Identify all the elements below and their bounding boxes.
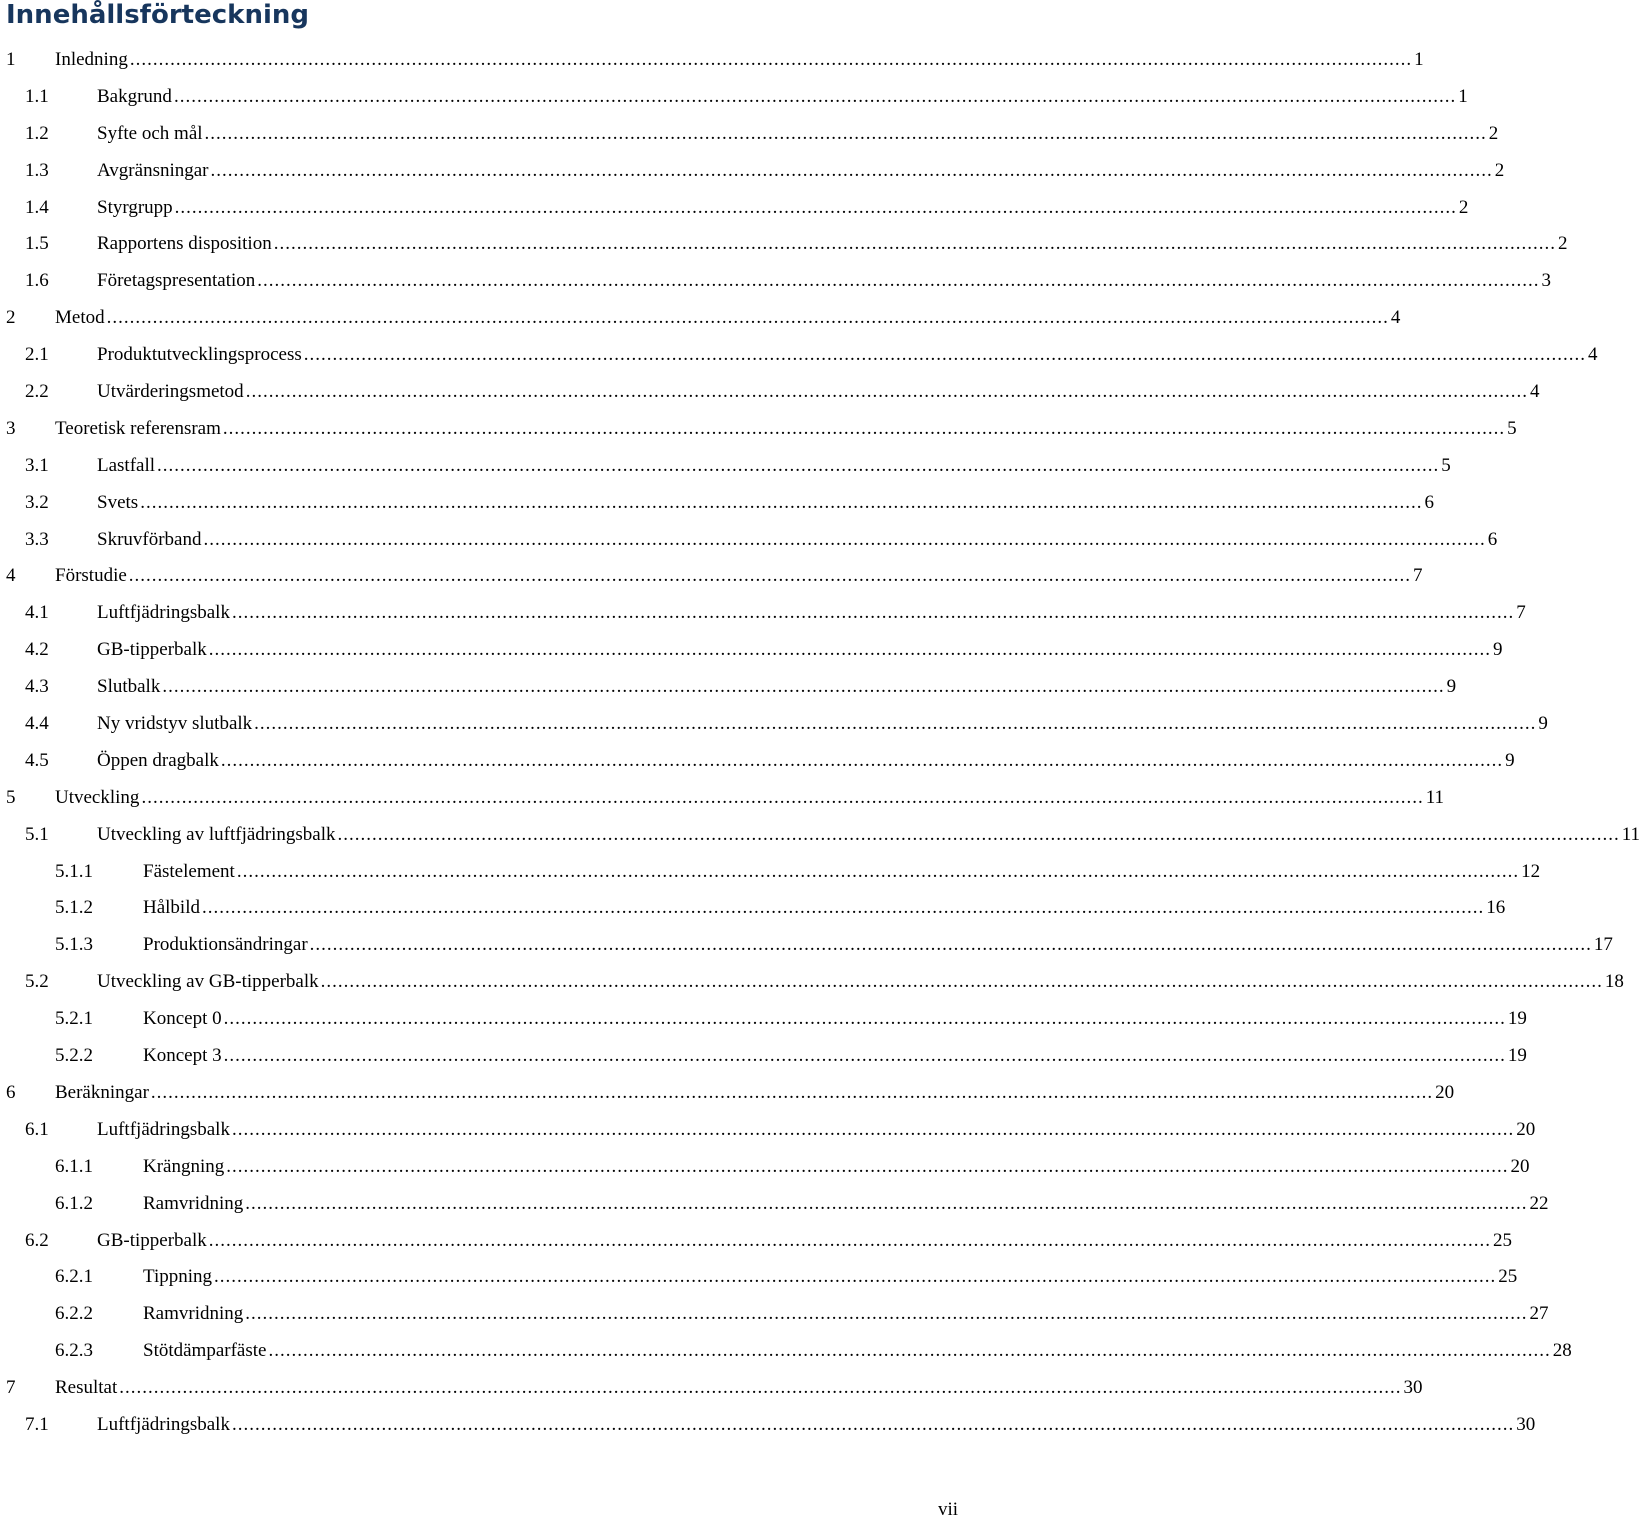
toc-entry-number: 5.1.1 — [55, 860, 93, 882]
toc-leader-dots: ............................................................................................................................................................................................................................... — [220, 749, 1504, 771]
toc-leader-dots: ............................................................................................................................................................................................................................... — [273, 233, 1556, 255]
toc-entry[interactable] — [0, 1333, 1572, 1370]
toc-leader-dots: ............................................................................................................................................................................................................................... — [208, 1229, 1492, 1251]
toc-entry-line — [55, 558, 1423, 594]
toc-entry-label: Förstudie — [55, 565, 127, 587]
toc-entry-number: 1.2 — [25, 122, 49, 144]
toc-entry-number: 5.1.3 — [55, 934, 93, 956]
toc-entry[interactable] — [0, 817, 1640, 854]
toc-entry[interactable] — [0, 190, 1469, 227]
toc-entry-label: Svets — [97, 491, 139, 513]
toc-entry-page: 7 — [1413, 565, 1423, 587]
toc-entry[interactable] — [0, 669, 1457, 706]
toc-entry-page: 19 — [1507, 1008, 1527, 1030]
page-number: vii — [937, 1499, 958, 1520]
toc-entry-number: 1 — [6, 49, 16, 70]
toc-entry-page: 5 — [1441, 454, 1451, 476]
toc-entry-line — [97, 743, 1515, 779]
toc-leader-dots: ............................................................................................................................................................................................................................... — [223, 1045, 1506, 1067]
toc-entry-label: Styrgrupp — [97, 196, 173, 218]
toc-entry-label: Fästelement — [143, 860, 235, 882]
toc-entry[interactable] — [0, 411, 1517, 448]
toc-leader-dots: ............................................................................................................................................................................................................................... — [214, 1266, 1497, 1288]
toc-entry-page: 2 — [1494, 159, 1505, 181]
toc-entry-number: 4.1 — [25, 602, 49, 624]
toc-entry-number: 6.1.1 — [55, 1155, 93, 1177]
toc-entry[interactable] — [0, 522, 1498, 559]
toc-entry-number: 6.2.3 — [55, 1340, 93, 1362]
toc-entry-line — [97, 153, 1505, 189]
toc-entry-page: 3 — [1541, 270, 1552, 292]
toc-leader-dots: ............................................................................................................................................................................................................................... — [119, 1377, 1402, 1399]
toc-entry-number: 5.1 — [25, 823, 49, 845]
toc-entry-page: 7 — [1516, 602, 1526, 624]
toc-entry-number: 4.3 — [25, 676, 49, 698]
toc-entry-page: 28 — [1552, 1340, 1572, 1362]
toc-entry-page: 11 — [1621, 823, 1640, 845]
toc-entry-label: Utveckling av luftfjädringsbalk — [97, 823, 336, 845]
toc-entry-page: 30 — [1403, 1377, 1423, 1399]
toc-entry-page: 17 — [1593, 934, 1613, 956]
toc-entry[interactable] — [0, 1075, 1455, 1112]
toc-entry-page: 25 — [1493, 1229, 1513, 1251]
toc-entry[interactable] — [0, 448, 1451, 485]
toc-leader-dots: ............................................................................................................................................................................................................................... — [236, 860, 1520, 882]
toc-entry-line — [97, 79, 1468, 115]
toc-entry-label: Inledning — [55, 49, 128, 70]
toc-entry-label: Produktionsändringar — [143, 934, 308, 956]
toc-entry-page: 18 — [1604, 971, 1624, 993]
toc-entry-number: 1.3 — [25, 159, 49, 181]
toc-entry-line — [143, 1259, 1518, 1295]
toc-entry-label: Syfte och mål — [97, 122, 203, 144]
toc-entry-line — [97, 337, 1598, 373]
toc-entry[interactable] — [0, 1112, 1536, 1149]
toc-entry-page: 30 — [1516, 1413, 1536, 1435]
toc-leader-dots: ............................................................................................................................................................................................................................... — [202, 897, 1485, 919]
toc-entry-page: 20 — [1435, 1081, 1455, 1103]
toc-entry-label: Slutbalk — [97, 676, 161, 698]
toc-leader-dots: ............................................................................................................................................................................................................................... — [204, 122, 1487, 144]
toc-entry-line — [143, 927, 1613, 963]
toc-leader-dots: ............................................................................................................................................................................................................................... — [203, 528, 1486, 550]
toc-entry-line — [97, 817, 1640, 853]
toc-leader-dots: ............................................................................................................................................................................................................................... — [231, 1118, 1515, 1140]
toc-entry-line — [97, 1407, 1536, 1443]
toc-entry[interactable] — [0, 1001, 1527, 1038]
toc-entry-page: 2 — [1458, 196, 1469, 218]
toc-entry-label: Skruvförband — [97, 528, 202, 550]
toc-entry-line — [97, 706, 1548, 742]
toc-entry-number: 6 — [6, 1081, 16, 1103]
toc-entry-label: Beräkningar — [55, 1081, 149, 1103]
toc-entry-page: 9 — [1446, 676, 1457, 698]
toc-entry-line — [97, 226, 1568, 262]
toc-leader-dots: ............................................................................................................................................................................................................................... — [173, 85, 1457, 107]
toc-leader-dots: ............................................................................................................................................................................................................................... — [208, 639, 1492, 661]
toc-leader-dots: ............................................................................................................................................................................................................................... — [129, 49, 1413, 70]
toc-entry-label: Luftfjädringsbalk — [97, 1118, 230, 1140]
toc-entry-label: Luftfjädringsbalk — [97, 602, 230, 624]
toc-entry[interactable] — [0, 890, 1506, 927]
toc-entry-page: 2 — [1557, 233, 1568, 255]
toc-entry-line — [143, 890, 1506, 926]
toc-leader-dots: ............................................................................................................................................................................................................................... — [337, 823, 1620, 845]
toc-entry-label: Utveckling av GB-tipperbalk — [97, 971, 319, 993]
toc-entry[interactable] — [0, 780, 1444, 817]
toc-entry-label: Ramvridning — [143, 1192, 244, 1214]
toc-entry-number: 5 — [6, 786, 16, 808]
toc-entry[interactable] — [0, 854, 1541, 891]
toc-entry-number: 6.2 — [25, 1229, 49, 1251]
toc-entry-number: 5.1.2 — [55, 897, 93, 919]
toc-leader-dots: ............................................................................................................................................................................................................................... — [320, 971, 1603, 993]
toc-leader-dots: ............................................................................................................................................................................................................................... — [210, 159, 1493, 181]
toc-entry[interactable] — [0, 374, 1540, 411]
toc-entry[interactable] — [0, 263, 1552, 300]
toc-entry-line — [55, 42, 1424, 78]
toc-leader-dots: ............................................................................................................................................................................................................................... — [174, 196, 1457, 218]
toc-entry-number: 3.2 — [25, 491, 49, 513]
toc-entry-line — [97, 263, 1552, 299]
toc-entry-line — [97, 632, 1503, 668]
toc-leader-dots: ............................................................................................................................................................................................................................... — [245, 1303, 1528, 1325]
toc-leader-dots: ............................................................................................................................................................................................................................... — [257, 270, 1540, 292]
toc-leader-dots: ............................................................................................................................................................................................................................... — [223, 1008, 1506, 1030]
toc-entry-number: 1.5 — [25, 233, 49, 255]
toc-entry-page: 20 — [1516, 1118, 1536, 1140]
toc-leader-dots: ............................................................................................................................................................................................................................... — [245, 381, 1528, 403]
toc-entry[interactable] — [0, 964, 1624, 1001]
toc-entry-page: 27 — [1529, 1303, 1549, 1325]
toc-entry-label: Lastfall — [97, 454, 156, 476]
toc-leader-dots: ............................................................................................................................................................................................................................... — [231, 1413, 1515, 1435]
toc-entry-line — [97, 595, 1526, 631]
toc-entry-label: Avgränsningar — [97, 159, 209, 181]
toc-leader-dots: ............................................................................................................................................................................................................................... — [245, 1192, 1528, 1214]
toc-entry-line — [97, 522, 1498, 558]
toc-entry[interactable] — [0, 337, 1598, 374]
toc-entry-page: 9 — [1505, 749, 1515, 771]
toc-entry-label: Öppen dragbalk — [97, 749, 219, 771]
toc-entry[interactable] — [0, 1370, 1423, 1407]
toc-leader-dots: ............................................................................................................................................................................................................................... — [140, 491, 1423, 513]
toc-entry-number: 5.2.1 — [55, 1008, 93, 1030]
toc-entry-page: 2 — [1488, 122, 1499, 144]
toc-leader-dots: ............................................................................................................................................................................................................................... — [303, 344, 1587, 366]
toc-entry[interactable] — [0, 153, 1505, 190]
toc-entry[interactable] — [0, 79, 1468, 116]
toc-entry[interactable] — [0, 1186, 1549, 1223]
toc-entry-label: Koncept 3 — [143, 1045, 222, 1067]
toc-entry-line — [55, 1075, 1455, 1111]
toc-leader-dots: ............................................................................................................................................................................................................................... — [128, 565, 1412, 587]
toc-entry-label: Hålbild — [143, 897, 200, 919]
toc-entry-number: 2 — [6, 307, 16, 329]
toc-entry-number: 3.3 — [25, 528, 49, 550]
toc-leader-dots: ............................................................................................................................................................................................................................... — [141, 786, 1424, 808]
toc-entry[interactable] — [0, 226, 1568, 263]
toc-entry-label: Luftfjädringsbalk — [97, 1413, 230, 1435]
toc-leader-dots: ............................................................................................................................................................................................................................... — [231, 602, 1515, 624]
toc-entry-number: 5.2.2 — [55, 1045, 93, 1067]
toc-entry-page: 4 — [1390, 307, 1401, 329]
toc-leader-dots: ............................................................................................................................................................................................................................... — [162, 676, 1445, 698]
toc-entry[interactable] — [0, 632, 1503, 669]
toc-entry-number: 5.2 — [25, 971, 49, 993]
toc-leader-dots: ............................................................................................................................................................................................................................... — [222, 417, 1506, 439]
toc-entry-label: GB-tipperbalk — [97, 1229, 207, 1251]
toc-entry-number: 4 — [6, 565, 16, 587]
toc-entry-page: 22 — [1529, 1192, 1549, 1214]
toc-entry-page: 5 — [1507, 417, 1517, 439]
toc-entry-number: 1.6 — [25, 270, 49, 292]
toc-entry-number: 2.1 — [25, 344, 49, 366]
toc-entry-line — [97, 190, 1469, 226]
toc-entry-line — [143, 1186, 1549, 1222]
toc-entry-page: 19 — [1507, 1045, 1527, 1067]
toc-entry-line — [143, 1001, 1527, 1037]
toc-entry-number: 3.1 — [25, 454, 49, 476]
toc-entry-page: 4 — [1529, 381, 1540, 403]
toc-entry[interactable] — [0, 558, 1423, 595]
toc-leader-dots: ............................................................................................................................................................................................................................... — [268, 1340, 1551, 1362]
toc-entry-line — [97, 374, 1540, 410]
toc-entry[interactable] — [0, 706, 1548, 743]
toc-entry-number: 4.4 — [25, 713, 49, 735]
toc-entry-page: 1 — [1414, 49, 1424, 70]
toc-entry[interactable] — [0, 743, 1515, 780]
toc-entry-label: Rapportens disposition — [97, 233, 272, 255]
toc-entry-label: Ny vridstyv slutbalk — [97, 713, 253, 735]
toc-entry-number: 3 — [6, 417, 16, 439]
toc-leader-dots: ............................................................................................................................................................................................................................... — [309, 934, 1592, 956]
toc-entry-line — [55, 780, 1444, 816]
toc-entry-page: 16 — [1486, 897, 1506, 919]
toc-entry-line — [97, 448, 1451, 484]
toc-entry-number: 6.2.1 — [55, 1266, 93, 1288]
toc-leader-dots: ............................................................................................................................................................................................................................... — [106, 307, 1389, 329]
toc-entry-page: 9 — [1538, 713, 1548, 735]
toc-entry-label: Utvärderingsmetod — [97, 381, 244, 403]
toc-entry-label: Krängning — [143, 1155, 225, 1177]
toc-entry-page: 9 — [1493, 639, 1503, 661]
toc-entry-line — [143, 854, 1541, 890]
toc-entry-label: Produktutvecklingsprocess — [97, 344, 302, 366]
toc-entry-page: 6 — [1424, 491, 1434, 513]
toc-entry-number: 6.1 — [25, 1118, 49, 1140]
toc-entry-page: 1 — [1458, 85, 1468, 107]
toc-entry-line — [55, 411, 1517, 447]
toc-entry-label: Företagspresentation — [97, 270, 256, 292]
page-title: Innehållsförteckning — [6, 0, 309, 30]
toc-leader-dots: ............................................................................................................................................................................................................................... — [254, 713, 1537, 735]
toc-entry[interactable] — [0, 1038, 1527, 1075]
toc-entry[interactable] — [0, 927, 1613, 964]
toc-entry-line — [97, 116, 1499, 152]
toc-entry-label: GB-tipperbalk — [97, 639, 207, 661]
toc-entry-page: 11 — [1425, 786, 1444, 808]
toc-entry-number: 4.2 — [25, 639, 49, 661]
toc-entry-line — [97, 485, 1434, 521]
toc-entry-page: 20 — [1510, 1155, 1530, 1177]
toc-entry[interactable] — [0, 1149, 1530, 1186]
toc-entry-page: 25 — [1498, 1266, 1518, 1288]
toc-entry-label: Koncept 0 — [143, 1008, 222, 1030]
toc-leader-dots: ............................................................................................................................................................................................................................... — [226, 1155, 1509, 1177]
toc-entry-number: 7 — [6, 1377, 16, 1399]
toc-entry-number: 2.2 — [25, 381, 49, 403]
toc-entry-line — [97, 1223, 1513, 1259]
toc-entry[interactable] — [0, 300, 1401, 337]
toc-entry-page: 4 — [1588, 344, 1598, 366]
toc-entry-line — [143, 1296, 1549, 1332]
toc-entry-page: 12 — [1521, 860, 1541, 882]
toc-entry-line — [55, 1370, 1423, 1406]
toc-entry-number: 1.1 — [25, 85, 49, 107]
toc-entry[interactable] — [0, 1407, 1536, 1444]
toc-entry-line — [97, 669, 1457, 705]
toc-entry[interactable] — [0, 116, 1499, 153]
toc-entry-number: 1.4 — [25, 196, 49, 218]
toc-entry-label: Ramvridning — [143, 1303, 244, 1325]
toc-entry-label: Resultat — [55, 1377, 118, 1399]
toc-entry-number: 7.1 — [25, 1413, 49, 1435]
toc-entry-page: 6 — [1487, 528, 1498, 550]
toc-entry-number: 6.2.2 — [55, 1303, 93, 1325]
toc-entry-line — [143, 1149, 1530, 1185]
toc-entry[interactable] — [0, 1223, 1513, 1260]
toc-entry[interactable] — [0, 595, 1526, 632]
toc-entry-number: 4.5 — [25, 749, 49, 771]
toc-entry-line — [143, 1333, 1572, 1369]
toc-entry-line — [143, 1038, 1527, 1074]
toc-entry-label: Metod — [55, 307, 105, 329]
toc-entry-line — [55, 300, 1401, 336]
toc-entry[interactable] — [0, 1259, 1518, 1296]
toc-entry-label: Utveckling — [55, 786, 140, 808]
toc-entry-label: Bakgrund — [97, 85, 172, 107]
toc-entry[interactable] — [0, 1296, 1549, 1333]
toc-leader-dots: ............................................................................................................................................................................................................................... — [150, 1081, 1434, 1103]
toc-entry-line — [97, 1112, 1536, 1148]
toc-entry-label: Stötdämparfäste — [143, 1340, 267, 1362]
toc-leader-dots: ............................................................................................................................................................................................................................... — [157, 454, 1440, 476]
toc-entry-label: Tippning — [143, 1266, 212, 1288]
toc-entry[interactable] — [0, 485, 1434, 522]
table-of-contents — [0, 42, 1640, 1444]
toc-entry-number: 6.1.2 — [55, 1192, 93, 1214]
toc-entry-line — [97, 964, 1624, 1000]
toc-entry[interactable] — [0, 42, 1424, 79]
toc-entry-label: Teoretisk referensram — [55, 417, 221, 439]
